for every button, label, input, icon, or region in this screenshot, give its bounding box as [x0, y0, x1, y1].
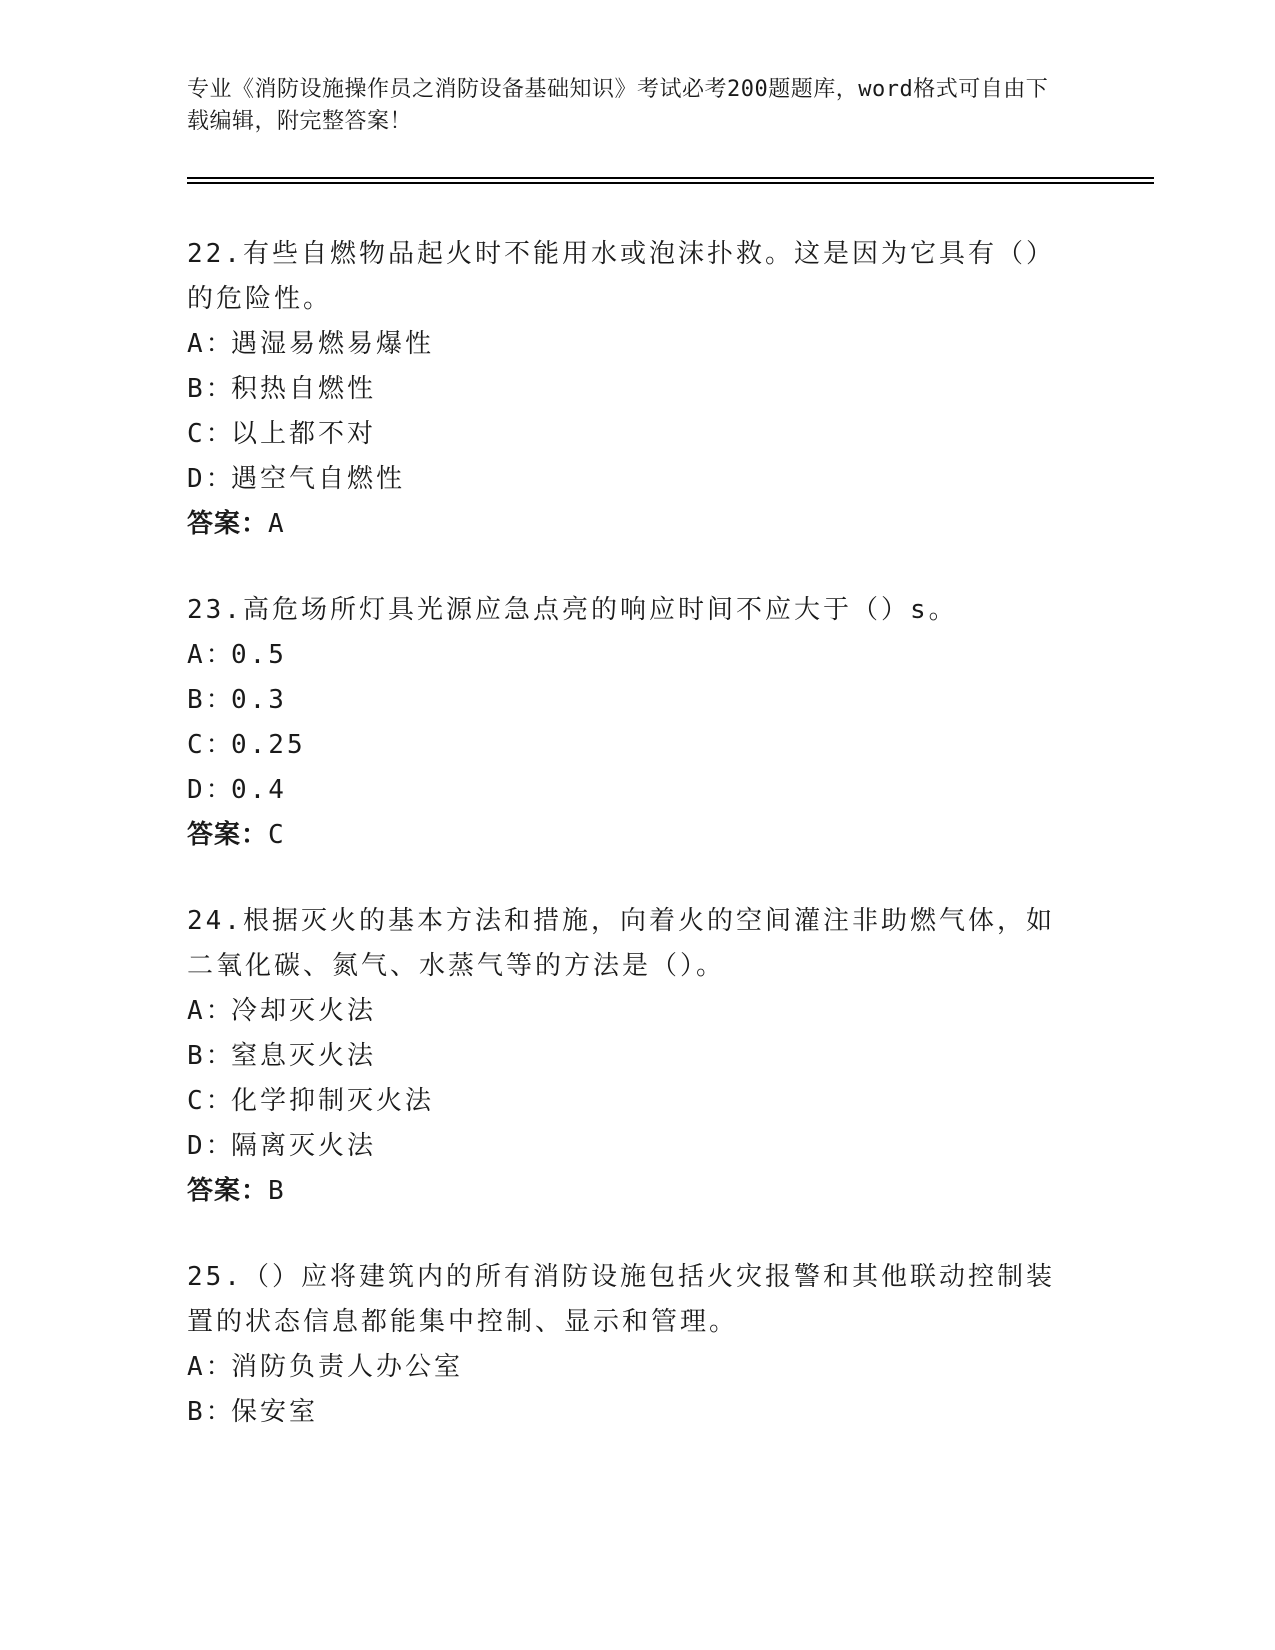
- header-divider-top: [187, 177, 1154, 179]
- option-b: [187, 367, 1067, 412]
- question-text: 23.高危场所灯具光源应急点亮的响应时间不应大于（）s。: [187, 595, 958, 625]
- answer-line: [187, 1169, 1067, 1214]
- question-list: [187, 232, 1067, 1476]
- option-key: B：: [187, 685, 235, 715]
- option-key: B：: [187, 374, 235, 404]
- question-text: 24.根据灭火的基本方法和措施，向着火的空间灌注非助燃气体，如二氧化碳、氮气、水蒸气等的方法是（）。: [187, 906, 1055, 981]
- option-text: 0.4: [231, 775, 287, 805]
- option-c: [187, 723, 1067, 768]
- answer-label: 答案：: [187, 1176, 269, 1206]
- option-text: 冷却灭火法: [231, 996, 377, 1026]
- document-header: [187, 74, 1067, 138]
- option-text: 遇湿易燃易爆性: [231, 329, 435, 359]
- option-text: 遇空气自燃性: [231, 464, 406, 494]
- option-key: C：: [187, 1086, 235, 1116]
- option-text: 隔离灭火法: [231, 1131, 377, 1161]
- option-key: D：: [187, 1131, 235, 1161]
- header-divider-bottom: [187, 182, 1154, 184]
- option-key: D：: [187, 775, 235, 805]
- option-b: [187, 1390, 1067, 1435]
- option-d: [187, 1124, 1067, 1169]
- option-a: [187, 1345, 1067, 1390]
- option-text: 保安室: [231, 1397, 319, 1427]
- answer-value: B: [268, 1176, 285, 1206]
- option-key: A：: [187, 996, 235, 1026]
- question-25: [187, 1255, 1067, 1435]
- answer-line: [187, 502, 1067, 547]
- option-a: [187, 989, 1067, 1034]
- option-key: D：: [187, 464, 235, 494]
- option-c: [187, 1079, 1067, 1124]
- option-text: 以上都不对: [231, 419, 377, 449]
- question-text: 25.（）应将建筑内的所有消防设施包括火灾报警和其他联动控制装置的状态信息都能集中控制、显示和管理。: [187, 1262, 1055, 1337]
- option-a: [187, 322, 1067, 367]
- option-text: 积热自燃性: [231, 374, 377, 404]
- question-22: [187, 232, 1067, 547]
- answer-label: 答案：: [187, 509, 269, 539]
- answer-label: 答案：: [187, 820, 269, 850]
- option-text: 0.25: [231, 730, 306, 760]
- option-d: [187, 768, 1067, 813]
- question-23: [187, 588, 1067, 858]
- option-text: 0.3: [231, 685, 287, 715]
- answer-value: C: [268, 820, 285, 850]
- option-d: [187, 457, 1067, 502]
- option-key: C：: [187, 419, 235, 449]
- question-24: [187, 899, 1067, 1214]
- option-key: C：: [187, 730, 235, 760]
- option-b: [187, 678, 1067, 723]
- option-key: A：: [187, 329, 235, 359]
- question-text: 22.有些自燃物品起火时不能用水或泡沫扑救。这是因为它具有（）的危险性。: [187, 239, 1055, 314]
- header-text: 专业《消防设施操作员之消防设备基础知识》考试必考200题题库，word格式可自由下载编辑，附完整答案！: [187, 77, 1049, 134]
- answer-line: [187, 813, 1067, 858]
- option-key: B：: [187, 1041, 235, 1071]
- option-text: 消防负责人办公室: [231, 1352, 464, 1382]
- option-a: [187, 633, 1067, 678]
- option-key: A：: [187, 640, 235, 670]
- option-text: 化学抑制灭火法: [231, 1086, 435, 1116]
- option-text: 0.5: [231, 640, 287, 670]
- option-key: A：: [187, 1352, 235, 1382]
- option-b: [187, 1034, 1067, 1079]
- option-text: 窒息灭火法: [231, 1041, 377, 1071]
- option-key: B：: [187, 1397, 235, 1427]
- answer-value: A: [268, 509, 285, 539]
- option-c: [187, 412, 1067, 457]
